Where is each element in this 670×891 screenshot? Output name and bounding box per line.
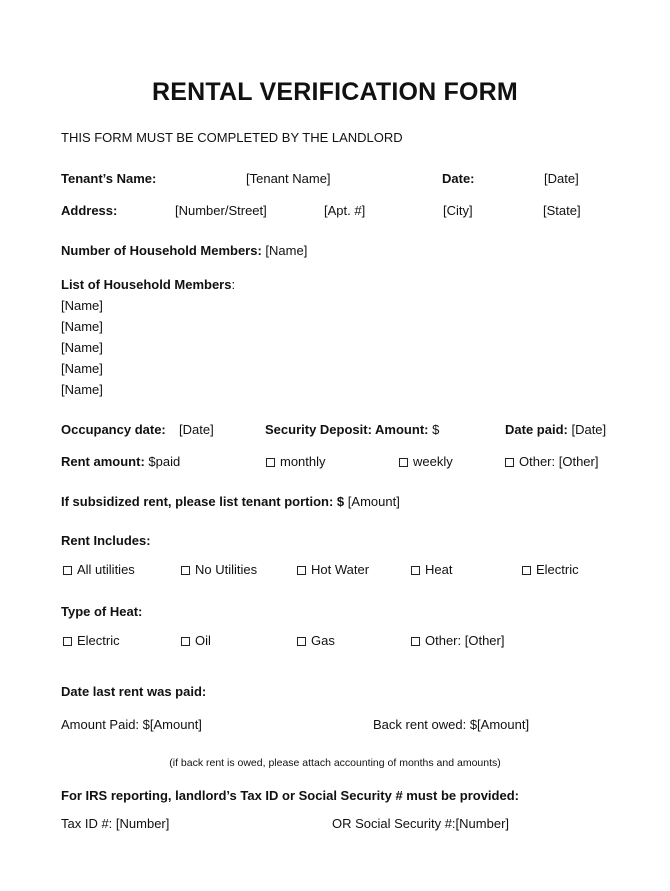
last-rent-label: Date last rent was paid: (61, 684, 207, 699)
rent-amount-row (61, 454, 180, 469)
date-label: Date: (442, 171, 475, 186)
heat-other-label: Other: [Other] (425, 633, 505, 648)
security-deposit-label: Security Deposit: Amount: (265, 422, 429, 437)
includes-no-utilities-checkbox[interactable] (181, 562, 257, 577)
tax-id-field[interactable]: Tax ID #: [Number] (61, 816, 170, 831)
checkbox-icon (411, 637, 420, 646)
irs-label: For IRS reporting, landlord’s Tax ID or Social Security # must be provided: (61, 788, 519, 803)
household-list-colon: : (231, 277, 236, 292)
rent-amount-label: Rent amount: (61, 454, 145, 469)
household-member[interactable]: [Name] (61, 319, 103, 334)
date-paid-value[interactable]: [Date] (571, 422, 607, 437)
checkbox-icon (63, 566, 72, 575)
household-count-label: Number of Household Members: (61, 243, 262, 258)
date-paid-label: Date paid: (505, 422, 568, 437)
address-apt[interactable]: [Apt. #] (324, 203, 366, 218)
rent-other-checkbox[interactable] (505, 454, 598, 469)
includes-hot-water-label: Hot Water (311, 562, 370, 577)
rent-monthly-label: monthly (280, 454, 326, 469)
household-list-label: List of Household Members (61, 277, 232, 292)
includes-electric-checkbox[interactable] (522, 562, 579, 577)
household-count-row (61, 243, 307, 258)
amount-paid-field[interactable]: Amount Paid: $[Amount] (61, 717, 202, 732)
checkbox-icon (181, 566, 190, 575)
form-subtitle: THIS FORM MUST BE COMPLETED BY THE LANDLORD (61, 130, 403, 145)
household-list-heading (61, 277, 235, 292)
household-member[interactable]: [Name] (61, 340, 103, 355)
rent-amount-value[interactable]: $paid (148, 454, 181, 469)
rent-includes-label: Rent Includes: (61, 533, 151, 548)
address-city[interactable]: [City] (443, 203, 473, 218)
subsidized-value[interactable]: [Amount] (347, 494, 400, 509)
heat-oil-checkbox[interactable] (181, 633, 211, 648)
heat-gas-checkbox[interactable] (297, 633, 335, 648)
heat-gas-label: Gas (311, 633, 335, 648)
household-member[interactable]: [Name] (61, 361, 103, 376)
address-street[interactable]: [Number/Street] (175, 203, 267, 218)
checkbox-icon (297, 566, 306, 575)
household-member[interactable]: [Name] (61, 382, 103, 397)
date-paid-row (505, 422, 606, 437)
security-deposit-row (265, 422, 439, 437)
heat-electric-label: Electric (77, 633, 120, 648)
rent-weekly-checkbox[interactable] (399, 454, 453, 469)
rent-other-label: Other: [Other] (519, 454, 599, 469)
checkbox-icon (181, 637, 190, 646)
date-value[interactable]: [Date] (544, 171, 579, 186)
checkbox-icon (266, 458, 275, 467)
occupancy-date-label: Occupancy date: (61, 422, 166, 437)
includes-no-utilities-label: No Utilities (195, 562, 258, 577)
form-title: RENTAL VERIFICATION FORM (152, 78, 518, 106)
includes-heat-checkbox[interactable] (411, 562, 452, 577)
household-count-value[interactable]: [Name] (265, 243, 308, 258)
back-rent-note: (if back rent is owed, please attach accounting of months and amounts) (169, 757, 501, 769)
tenant-name-value[interactable]: [Tenant Name] (246, 171, 331, 186)
heat-oil-label: Oil (195, 633, 211, 648)
rent-monthly-checkbox[interactable] (266, 454, 326, 469)
checkbox-icon (505, 458, 514, 467)
subsidized-row (61, 494, 400, 509)
checkbox-icon (411, 566, 420, 575)
includes-electric-label: Electric (536, 562, 579, 577)
includes-heat-label: Heat (425, 562, 453, 577)
includes-all-utilities-checkbox[interactable] (63, 562, 135, 577)
subsidized-label: If subsidized rent, please list tenant portion: $ (61, 494, 345, 509)
household-member[interactable]: [Name] (61, 298, 103, 313)
back-rent-field[interactable]: Back rent owed: $[Amount] (373, 717, 530, 732)
rent-weekly-label: weekly (413, 454, 453, 469)
tenant-name-label: Tenant’s Name: (61, 171, 157, 186)
includes-all-utilities-label: All utilities (77, 562, 135, 577)
heat-electric-checkbox[interactable] (63, 633, 120, 648)
security-deposit-value[interactable]: $ (432, 422, 440, 437)
address-state[interactable]: [State] (543, 203, 581, 218)
checkbox-icon (63, 637, 72, 646)
address-label: Address: (61, 203, 118, 218)
includes-hot-water-checkbox[interactable] (297, 562, 369, 577)
occupancy-date-value[interactable]: [Date] (179, 422, 214, 437)
ssn-field[interactable]: OR Social Security #:[Number] (332, 816, 510, 831)
heat-other-checkbox[interactable] (411, 633, 504, 648)
checkbox-icon (399, 458, 408, 467)
checkbox-icon (297, 637, 306, 646)
checkbox-icon (522, 566, 531, 575)
heat-type-label: Type of Heat: (61, 604, 143, 619)
